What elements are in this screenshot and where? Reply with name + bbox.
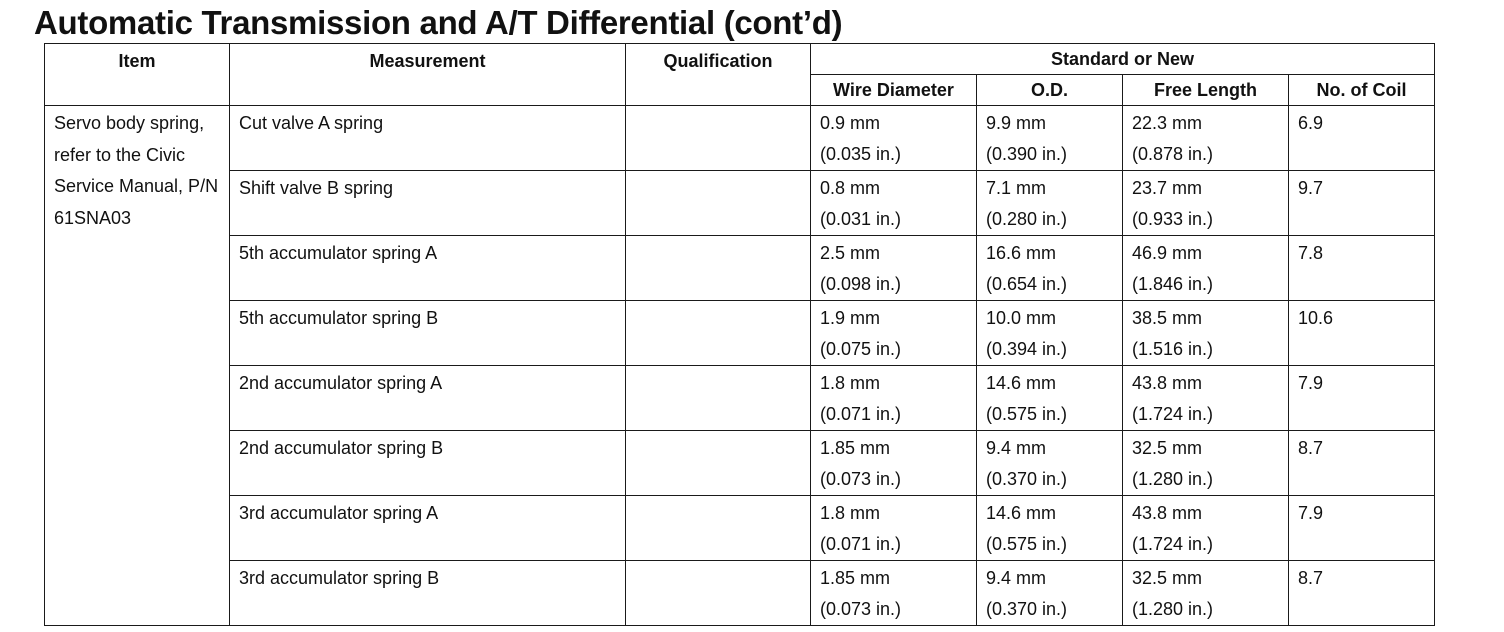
- measurement-cell: 5th accumulator spring A: [230, 236, 626, 301]
- wire-diameter-in: (0.035 in.): [820, 144, 902, 164]
- coils-cell: 7.8: [1289, 236, 1435, 301]
- header-item: Item: [45, 44, 230, 106]
- qualification-cell: [626, 496, 811, 561]
- free-length-mm: 32.5 mm: [1132, 568, 1203, 588]
- wire-diameter-in: (0.073 in.): [820, 469, 902, 489]
- free-length-cell: [1123, 496, 1289, 561]
- table-row: [45, 236, 1435, 301]
- od-cell: [977, 561, 1123, 626]
- od-mm: 9.9 mm: [986, 113, 1047, 133]
- wire-diameter-cell: [811, 236, 977, 301]
- table-row: [45, 301, 1435, 366]
- od-in: (0.575 in.): [986, 404, 1068, 424]
- table-row: [45, 366, 1435, 431]
- od-mm: 7.1 mm: [986, 178, 1047, 198]
- table-row: [45, 561, 1435, 626]
- wire-diameter-cell: [811, 366, 977, 431]
- header-standard-or-new: Standard or New: [811, 44, 1435, 75]
- wire-diameter-mm: 2.5 mm: [820, 243, 881, 263]
- free-length-cell: [1123, 106, 1289, 171]
- coils-cell: 7.9: [1289, 496, 1435, 561]
- od-in: (0.394 in.): [986, 339, 1068, 359]
- od-cell: [977, 366, 1123, 431]
- od-mm: 14.6 mm: [986, 373, 1057, 393]
- measurement-cell: 2nd accumulator spring A: [230, 366, 626, 431]
- free-length-in: (1.280 in.): [1132, 599, 1214, 619]
- od-mm: 9.4 mm: [986, 438, 1047, 458]
- free-length-cell: [1123, 431, 1289, 496]
- measurement-cell: 5th accumulator spring B: [230, 301, 626, 366]
- wire-diameter-in: (0.098 in.): [820, 274, 902, 294]
- od-cell: [977, 431, 1123, 496]
- wire-diameter-mm: 0.8 mm: [820, 178, 881, 198]
- free-length-mm: 22.3 mm: [1132, 113, 1203, 133]
- od-mm: 9.4 mm: [986, 568, 1047, 588]
- item-cell: Servo body spring, refer to the Civic Service Manual, P/N 61SNA03: [45, 106, 230, 626]
- measurement-cell: 2nd accumulator spring B: [230, 431, 626, 496]
- free-length-cell: [1123, 561, 1289, 626]
- free-length-mm: 43.8 mm: [1132, 503, 1203, 523]
- wire-diameter-cell: [811, 106, 977, 171]
- od-mm: 16.6 mm: [986, 243, 1057, 263]
- od-in: (0.390 in.): [986, 144, 1068, 164]
- page-title: Automatic Transmission and A/T Differential (cont’d): [34, 4, 843, 41]
- od-mm: 10.0 mm: [986, 308, 1057, 328]
- od-cell: [977, 496, 1123, 561]
- free-length-in: (1.846 in.): [1132, 274, 1214, 294]
- measurement-cell: Shift valve B spring: [230, 171, 626, 236]
- header-qualification: Qualification: [626, 44, 811, 106]
- free-length-mm: 38.5 mm: [1132, 308, 1203, 328]
- od-in: (0.575 in.): [986, 534, 1068, 554]
- od-in: (0.370 in.): [986, 599, 1068, 619]
- wire-diameter-in: (0.075 in.): [820, 339, 902, 359]
- qualification-cell: [626, 561, 811, 626]
- header-wire-diameter: Wire Diameter: [811, 75, 977, 106]
- free-length-cell: [1123, 301, 1289, 366]
- od-cell: [977, 106, 1123, 171]
- wire-diameter-cell: [811, 496, 977, 561]
- free-length-mm: 46.9 mm: [1132, 243, 1203, 263]
- wire-diameter-mm: 1.8 mm: [820, 373, 881, 393]
- free-length-cell: [1123, 236, 1289, 301]
- coils-cell: 6.9: [1289, 106, 1435, 171]
- free-length-mm: 43.8 mm: [1132, 373, 1203, 393]
- wire-diameter-in: (0.071 in.): [820, 404, 902, 424]
- wire-diameter-mm: 0.9 mm: [820, 113, 881, 133]
- coils-cell: 9.7: [1289, 171, 1435, 236]
- free-length-in: (0.878 in.): [1132, 144, 1214, 164]
- free-length-cell: [1123, 366, 1289, 431]
- free-length-in: (1.516 in.): [1132, 339, 1214, 359]
- od-in: (0.280 in.): [986, 209, 1068, 229]
- measurement-cell: 3rd accumulator spring A: [230, 496, 626, 561]
- od-cell: [977, 236, 1123, 301]
- free-length-mm: 23.7 mm: [1132, 178, 1203, 198]
- wire-diameter-cell: [811, 561, 977, 626]
- coils-cell: 8.7: [1289, 561, 1435, 626]
- table-row: [45, 171, 1435, 236]
- wire-diameter-mm: 1.85 mm: [820, 568, 891, 588]
- measurement-cell: 3rd accumulator spring B: [230, 561, 626, 626]
- wire-diameter-cell: [811, 171, 977, 236]
- free-length-in: (1.724 in.): [1132, 404, 1214, 424]
- qualification-cell: [626, 171, 811, 236]
- spring-spec-table: [44, 43, 1435, 626]
- od-in: (0.654 in.): [986, 274, 1068, 294]
- wire-diameter-mm: 1.85 mm: [820, 438, 891, 458]
- wire-diameter-in: (0.073 in.): [820, 599, 902, 619]
- free-length-in: (1.280 in.): [1132, 469, 1214, 489]
- wire-diameter-in: (0.071 in.): [820, 534, 902, 554]
- wire-diameter-cell: [811, 301, 977, 366]
- header-no-of-coil: No. of Coil: [1289, 75, 1435, 106]
- coils-cell: 10.6: [1289, 301, 1435, 366]
- qualification-cell: [626, 431, 811, 496]
- header-row-top: [45, 44, 1435, 75]
- free-length-in: (0.933 in.): [1132, 209, 1214, 229]
- od-mm: 14.6 mm: [986, 503, 1057, 523]
- coils-cell: 7.9: [1289, 366, 1435, 431]
- measurement-cell: Cut valve A spring: [230, 106, 626, 171]
- table-row: [45, 431, 1435, 496]
- od-cell: [977, 171, 1123, 236]
- wire-diameter-mm: 1.8 mm: [820, 503, 881, 523]
- table-body: [45, 106, 1435, 626]
- free-length-mm: 32.5 mm: [1132, 438, 1203, 458]
- table-row: [45, 496, 1435, 561]
- table-row: [45, 106, 1435, 171]
- qualification-cell: [626, 366, 811, 431]
- header-od: O.D.: [977, 75, 1123, 106]
- header-free-length: Free Length: [1123, 75, 1289, 106]
- qualification-cell: [626, 106, 811, 171]
- wire-diameter-in: (0.031 in.): [820, 209, 902, 229]
- coils-cell: 8.7: [1289, 431, 1435, 496]
- od-cell: [977, 301, 1123, 366]
- wire-diameter-mm: 1.9 mm: [820, 308, 881, 328]
- od-in: (0.370 in.): [986, 469, 1068, 489]
- wire-diameter-cell: [811, 431, 977, 496]
- qualification-cell: [626, 301, 811, 366]
- header-measurement: Measurement: [230, 44, 626, 106]
- qualification-cell: [626, 236, 811, 301]
- free-length-cell: [1123, 171, 1289, 236]
- free-length-in: (1.724 in.): [1132, 534, 1214, 554]
